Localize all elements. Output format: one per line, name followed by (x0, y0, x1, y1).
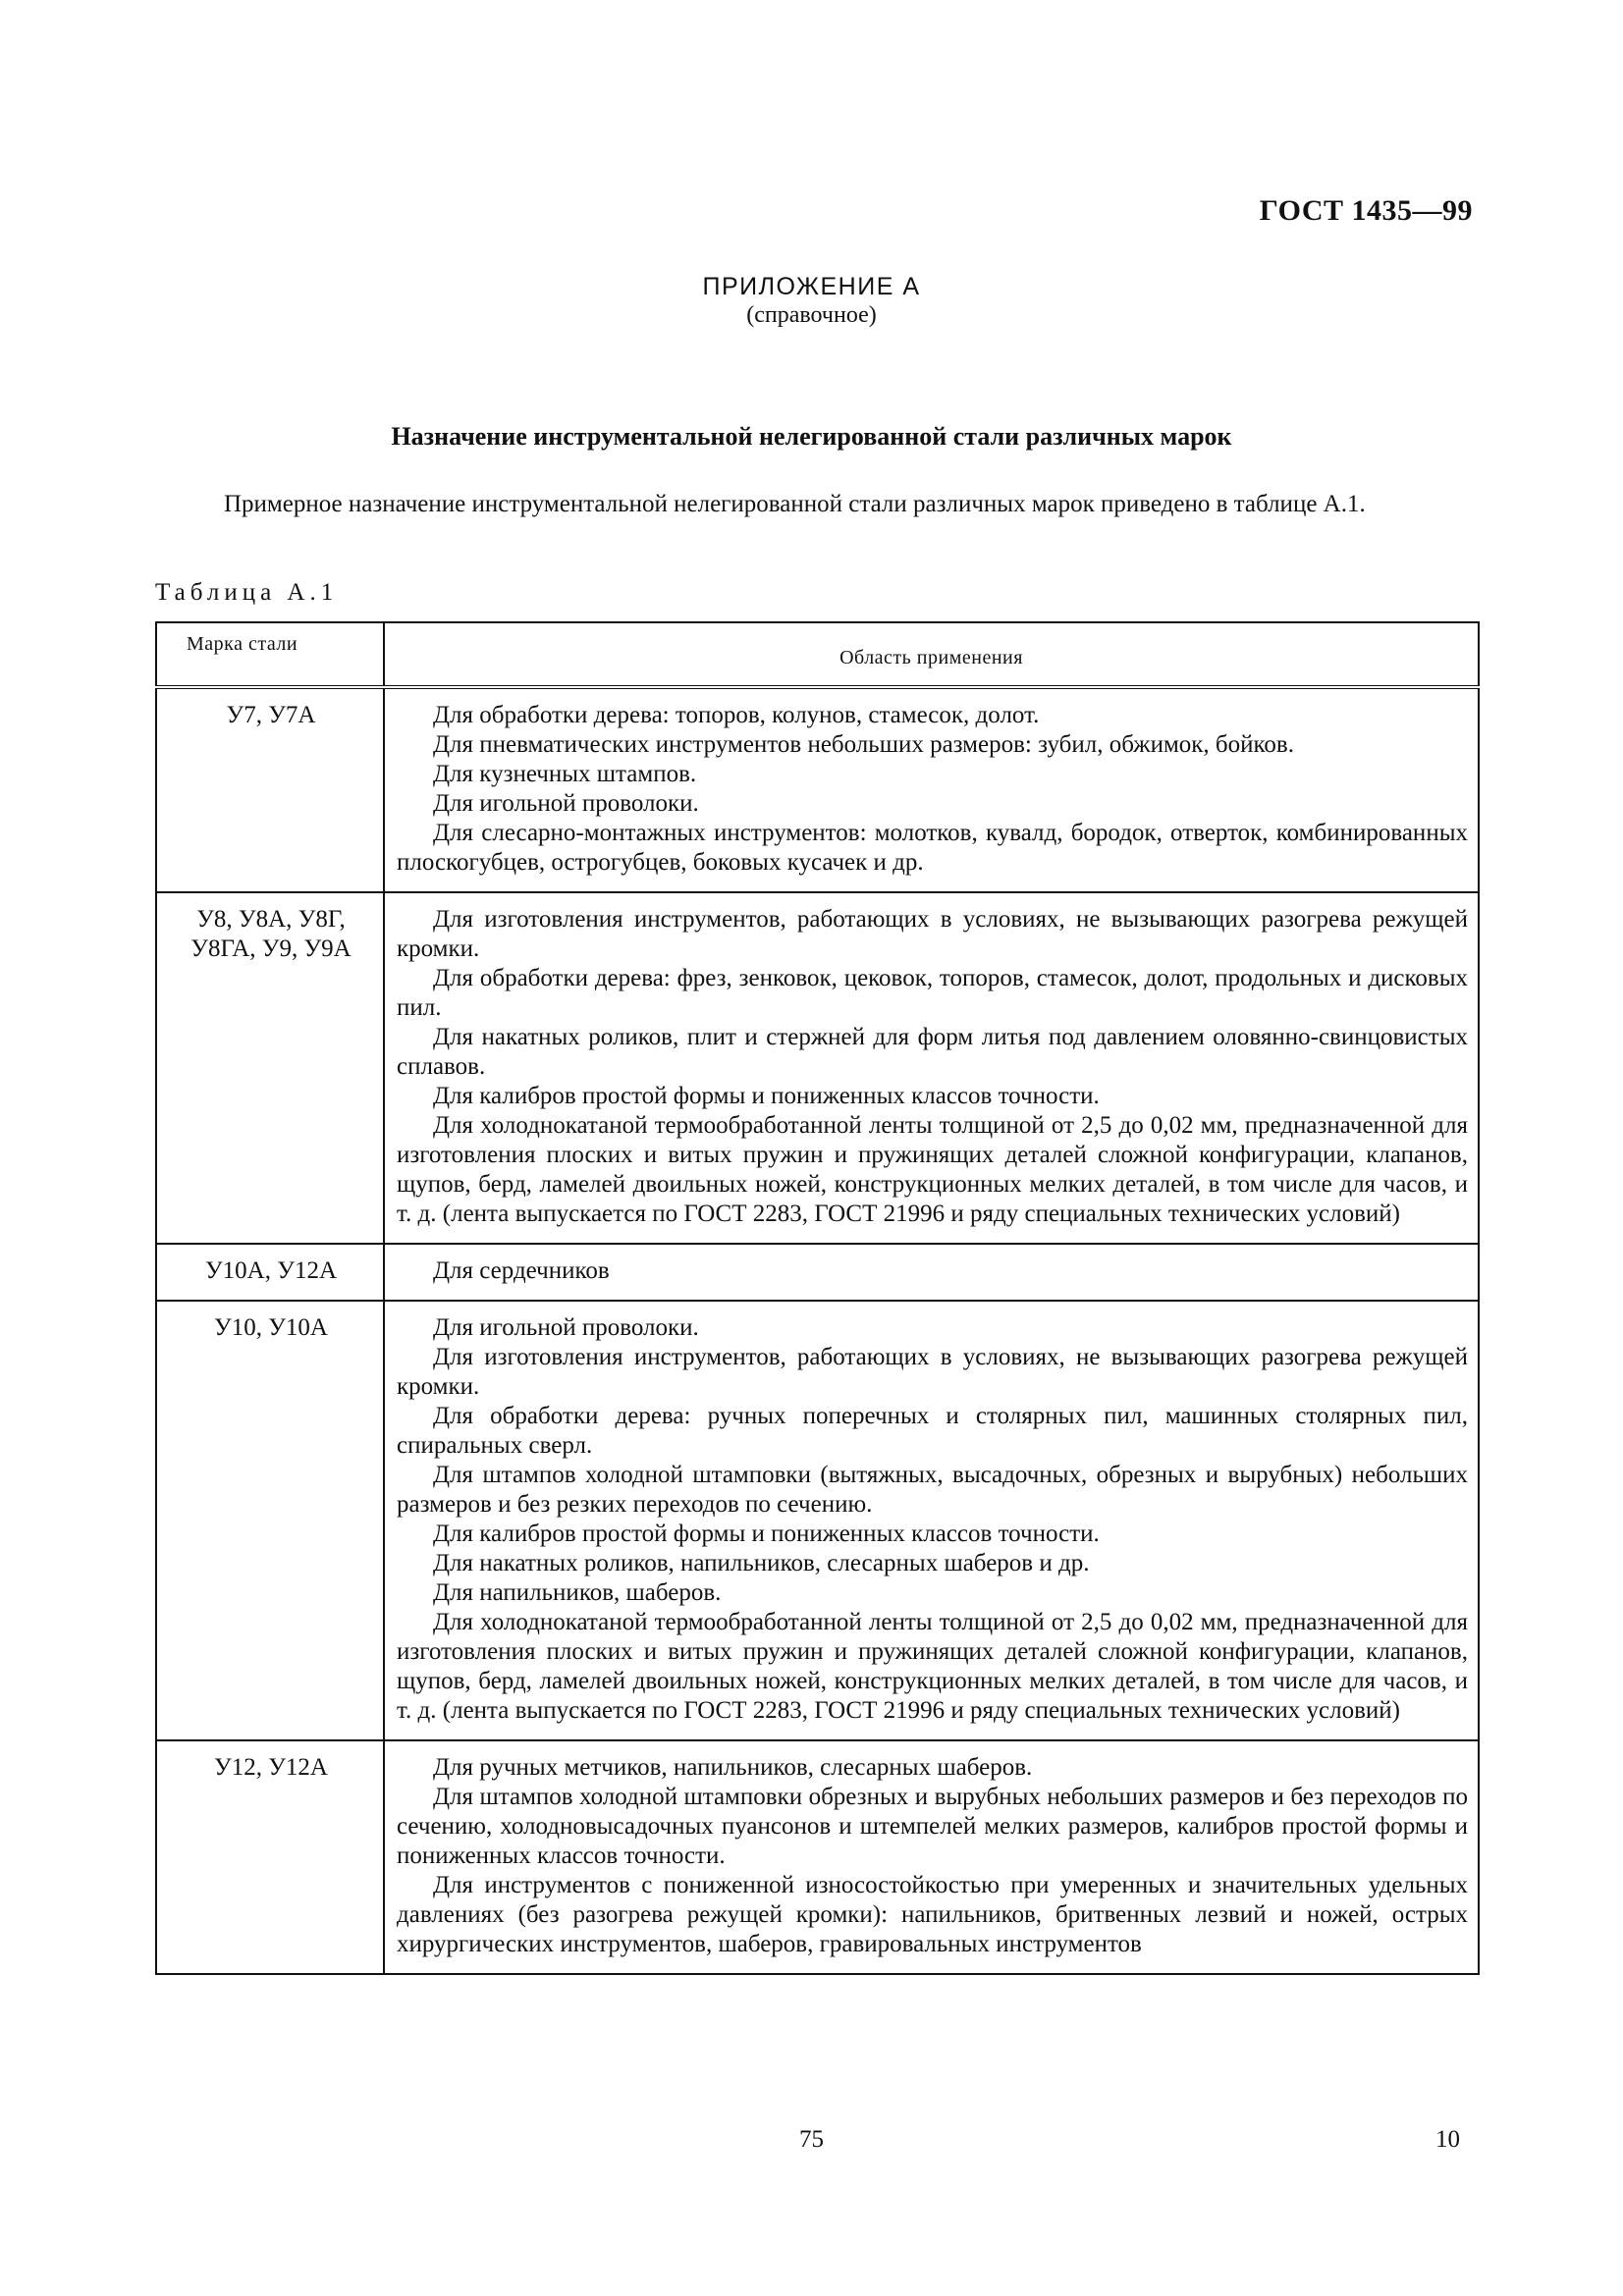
usage-paragraph: Для калибров простой формы и пониженных классов точности. (433, 1521, 1100, 1547)
header-usage: Область применения (384, 622, 1479, 687)
usage-paragraph: Для изготовления инструментов, работающих в условиях, не вызывающих разогрева режущей кромки. (397, 906, 1468, 962)
usage-cell (384, 1301, 1479, 1740)
document-code: ГОСТ 1435—99 (1259, 194, 1473, 227)
usage-paragraph: Для обработки дерева: топоров, колунов, стамесок, долот. (433, 702, 1040, 728)
usage-paragraph: Для ручных метчиков, напильников, слесарных шаберов. (433, 1754, 1033, 1781)
grade-cell: У8, У8А, У8Г, У8ГА, У9, У9А (156, 892, 384, 1244)
usage-cell (384, 1740, 1479, 1974)
usage-paragraph: Для штампов холодной штамповки (вытяжных, высадочных, обрезных и вырубных) небольших размеров и без резких переходов по сечению. (397, 1462, 1468, 1518)
steel-usage-table (155, 621, 1478, 1975)
usage-paragraph: Для штампов холодной штамповки обрезных и вырубных небольших размеров и без переходов по сечению, холодновысадочных пуансонов и штемпелей мелких размеров, калибров простой формы и пониженных классов точности. (397, 1784, 1468, 1869)
appendix-subtitle: (справочное) (746, 302, 877, 328)
grade-cell: У10А, У12А (156, 1244, 384, 1301)
table-row (156, 1244, 1479, 1301)
usage-paragraph: Для обработки дерева: ручных поперечных и столярных пил, машинных столярных пил, спиральных сверл. (397, 1403, 1468, 1459)
usage-paragraph: Для игольной проволоки. (433, 790, 699, 817)
sheet-number: 10 (1435, 2126, 1460, 2153)
grade-cell: У7, У7А (156, 687, 384, 892)
usage-paragraph: Для инструментов с пониженной износостойкостью при умеренных и значительных удельных давлениях (без разогрева режущей кромки): напильников, бритвенных лезвий и ножей, острых хирургических инструментов, шаберов, гравировальных инструментов (397, 1872, 1468, 1957)
table-row (156, 892, 1479, 1244)
page-number: 75 (799, 2126, 824, 2153)
table-header-row (156, 622, 1479, 687)
table-row (156, 687, 1479, 892)
usage-paragraph: Для слесарно-монтажных инструментов: молотков, кувалд, бородок, отверток, комбинированных плоскогубцев, острогубцев, боковых кусачек и др. (397, 820, 1468, 876)
grade-cell: У10, У10А (156, 1301, 384, 1740)
usage-paragraph: Для калибров простой формы и пониженных классов точности. (433, 1083, 1100, 1109)
usage-paragraph: Для накатных роликов, напильников, слесарных шаберов и др. (433, 1550, 1090, 1576)
usage-paragraph: Для холоднокатаной термообработанной ленты толщиной от 2,5 до 0,02 мм, предназначенной для изготовления плоских и витых пружин и пружинящих деталей сложной конфигурации, клапанов, щупов, берд, ламелей двоильных ножей, конструкционных мелких деталей, в том числе для часов, и т. д. (лента выпускается по ГОСТ 2283, ГОСТ 21996 и ряду специальных технических условий) (397, 1112, 1468, 1227)
usage-cell (384, 1244, 1479, 1301)
usage-paragraph: Для кузнечных штампов. (433, 761, 697, 787)
intro-paragraph: Примерное назначение инструментальной нелегированной стали различных марок приведено в таблице А.1. (224, 491, 1366, 517)
table-row (156, 1740, 1479, 1974)
usage-paragraph: Для изготовления инструментов, работающих в условиях, не вызывающих разогрева режущей кромки. (397, 1344, 1468, 1400)
usage-paragraph: Для сердечников (433, 1257, 610, 1284)
grade-cell: У12, У12А (156, 1740, 384, 1974)
usage-paragraph: Для пневматических инструментов небольших размеров: зубил, обжимок, бойков. (433, 731, 1294, 758)
table-row (156, 1301, 1479, 1740)
usage-paragraph: Для накатных роликов, плит и стержней для форм литья под давлением оловянно-свинцовистых сплавов. (397, 1024, 1468, 1080)
usage-cell (384, 892, 1479, 1244)
table-caption: Таблица А.1 (155, 579, 339, 606)
usage-paragraph: Для холоднокатаной термообработанной ленты толщиной от 2,5 до 0,02 мм, предназначенной для изготовления плоских и витых пружин и пружинящих деталей сложной конфигурации, клапанов, щупов, берд, ламелей двоильных ножей, конструкционных мелких деталей, в том числе для часов, и т. д. (лента выпускается по ГОСТ 2283, ГОСТ 21996 и ряду специальных технических условий) (397, 1609, 1468, 1724)
usage-paragraph: Для обработки дерева: фрез, зенковок, цековок, топоров, стамесок, долот, продольных и дисковых пил. (397, 965, 1468, 1021)
section-title: Назначение инструментальной нелегированной стали различных марок (391, 422, 1232, 451)
usage-paragraph: Для игольной проволоки. (433, 1314, 699, 1341)
usage-cell (384, 687, 1479, 892)
header-grade: Марка стали (156, 622, 384, 687)
appendix-title: ПРИЛОЖЕНИЕ А (702, 273, 921, 300)
usage-paragraph: Для напильников, шаберов. (433, 1579, 722, 1606)
